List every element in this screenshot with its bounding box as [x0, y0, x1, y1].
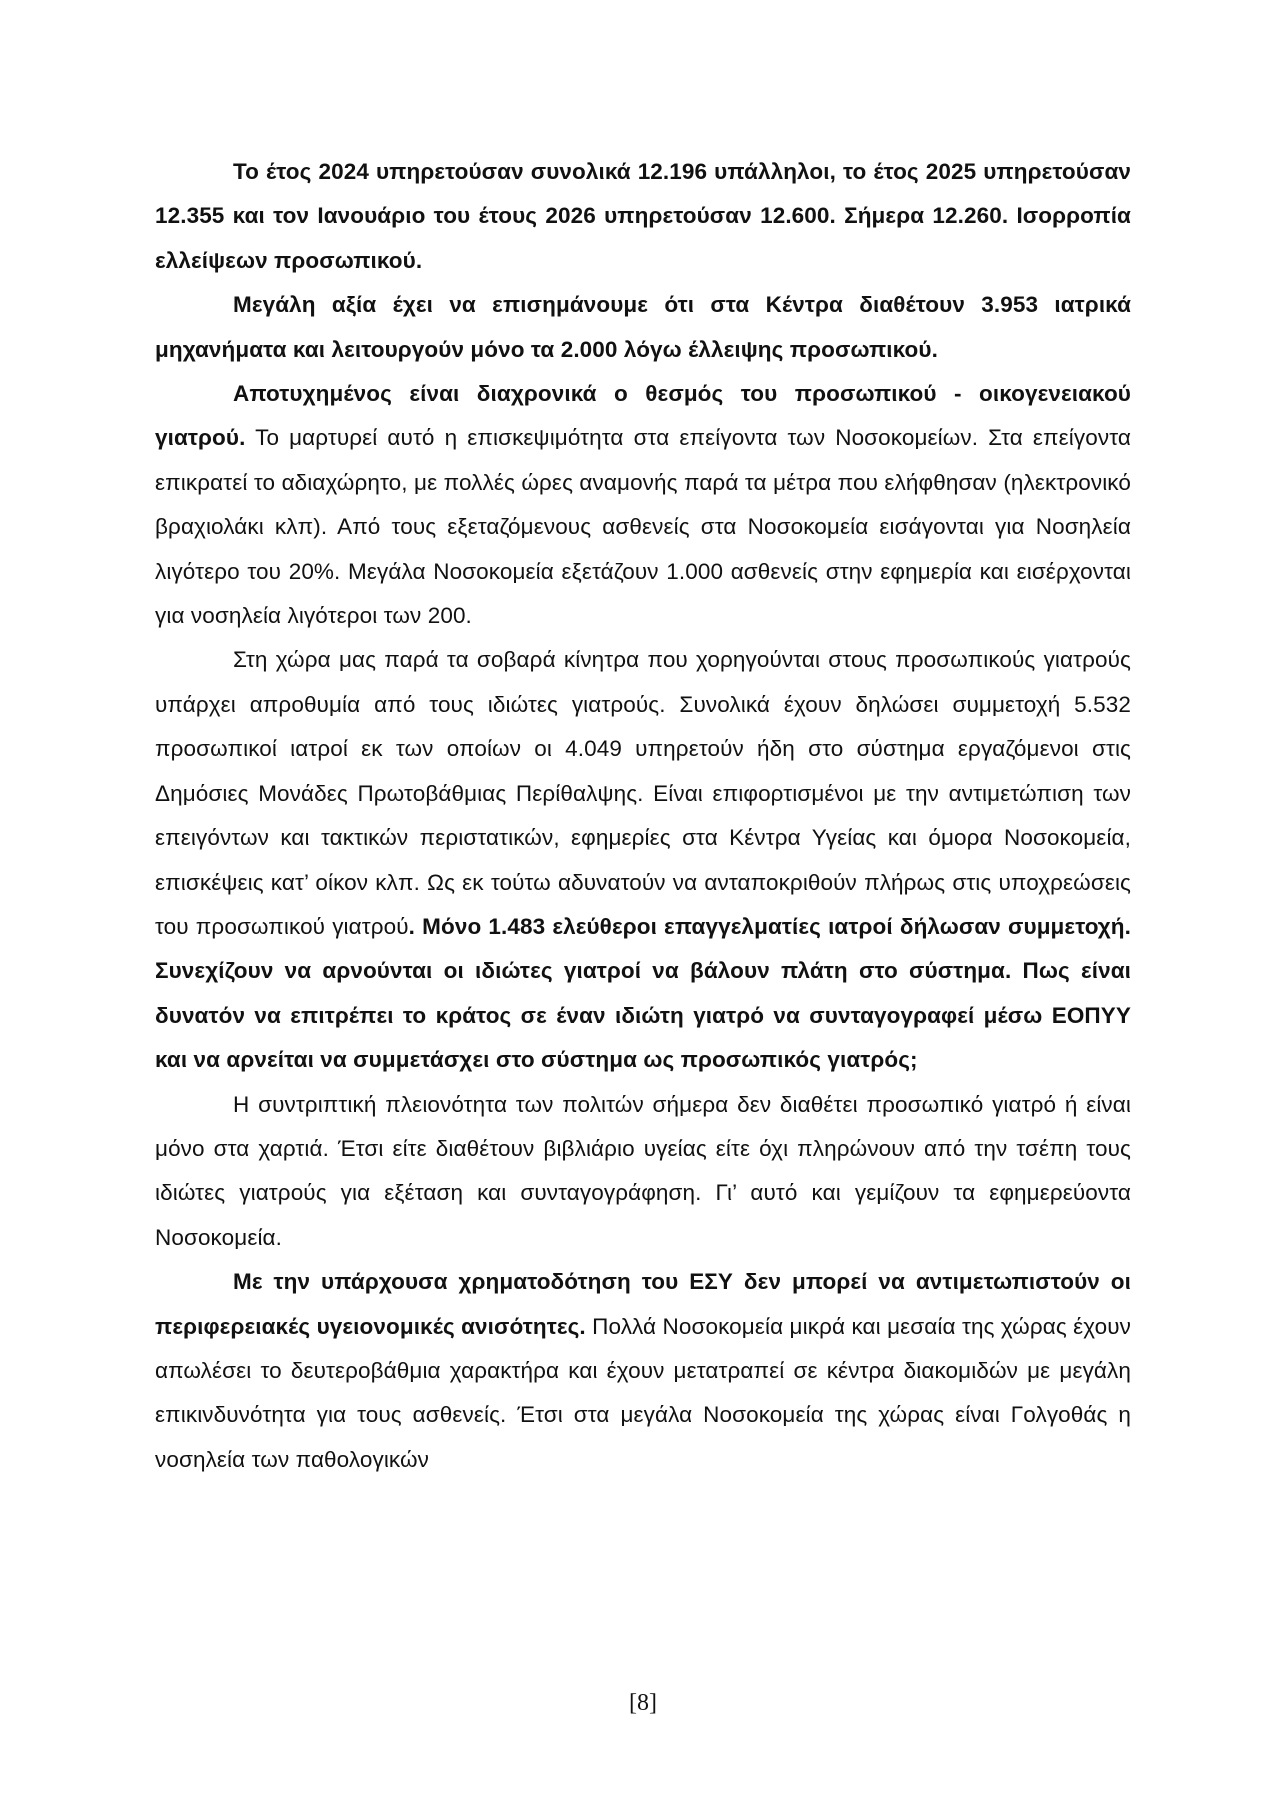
- paragraph-bold-lead: Αποτυχημένος είναι διαχρονικά ο θεσμός του προσωπικού - οικογενειακού γιατρού.: [155, 381, 1131, 451]
- paragraph-bold-lead: Με την υπάρχουσα χρηματοδότηση του ΕΣΥ δεν μπορεί να αντιμετωπιστούν οι περιφερειακές υγειονομικές ανισότητες.: [155, 1269, 1131, 1339]
- paragraph-funding: [155, 1260, 1131, 1482]
- paragraph-medical-equipment: [155, 283, 1131, 372]
- paragraph-text: Στη χώρα μας παρά τα σοβαρά κίνητρα που χορηγούνται στους προσωπικούς γιατρούς υπάρχει απροθυμία από τους ιδιώτες γιατρούς. Συνολικά έχουν δηλώσει συμμετοχή 5.532 προσωπικοί ιατροί εκ των οποίων οι 4.049 υπηρετούν ήδη στο σύστημα εργαζόμενοι στις Δημόσιες Μονάδες Πρωτοβάθμιας Περίθαλψης. Είναι επιφορτισμένοι με την αντιμετώπιση των επειγόντων και τακτικών περιστατικών, εφημερίες στα Κέντρα Υγείας και όμορα Νοσοκομεία, επισκέψεις κατ’ οίκον κλπ. Ως εκ τούτω αδυνατούν να ανταποκριθούν πλήρως στις υποχρεώσεις του προσωπικού γιατρού: [155, 647, 1131, 939]
- paragraph-text: Το μαρτυρεί αυτό η επισκεψιμότητα στα επείγοντα των Νοσοκομείων. Στα επείγοντα επικρατεί το αδιαχώρητο, με πολλές ώρες αναμονής παρά τα μέτρα που ελήφθησαν (ηλεκτρονικό βραχιολάκι κλπ). Από τους εξεταζόμενους ασθενείς στα Νοσοκομεία εισάγονται για Νοσηλεία λιγότερο του 20%. Μεγάλα Νοσοκομεία εξετάζουν 1.000 ασθενείς στην εφημερία και εισέρχονται για νοσηλεία λιγότεροι των 200.: [155, 425, 1131, 629]
- paragraph-citizens: [155, 1083, 1131, 1261]
- paragraph-staff-figures: [155, 150, 1131, 283]
- paragraph-private-doctors: [155, 638, 1131, 1082]
- paragraph-family-doctor: [155, 372, 1131, 638]
- document-page: [155, 150, 1131, 1482]
- page-number: [8]: [629, 1690, 657, 1716]
- paragraph-text: Η συντριπτική πλειονότητα των πολιτών σήμερα δεν διαθέτει προσωπικό γιατρό ή είναι μόνο στα χαρτιά. Έτσι είτε διαθέτουν βιβλιάριο υγείας είτε όχι πληρώνουν από την τσέπη τους ιδιώτες γιατρούς για εξέταση και συνταγογράφηση. Γι’ αυτό και γεμίζουν τα εφημερεύοντα Νοσοκομεία.: [155, 1091, 1131, 1250]
- paragraph-text: Πολλά Νοσοκομεία μικρά και μεσαία της χώρας έχουν απωλέσει το δευτεροβάθμια χαρακτήρα και έχουν μετατραπεί σε κέντρα διακομιδών με μεγάλη επικινδυνότητα για τους ασθενείς. Έτσι στα μεγάλα Νοσοκομεία της χώρας είναι Γολγοθάς η νοσηλεία των παθολογικών: [155, 1313, 1131, 1472]
- paragraph-bold-tail: . Μόνο 1.483 ελεύθεροι επαγγελματίες ιατροί δήλωσαν συμμετοχή. Συνεχίζουν να αρνούνται οι ιδιώτες γιατροί να βάλουν πλάτη στο σύστημα. Πως είναι δυνατόν να επιτρέπει το κράτος σε έναν ιδιώτη γιατρό να συνταγογραφεί μέσω ΕΟΠΥΥ και να αρνείται να συμμετάσχει στο σύστημα ως προσωπικός γιατρός;: [155, 913, 1132, 1073]
- paragraph-text: Το έτος 2024 υπηρετούσαν συνολικά 12.196 υπάλληλοι, το έτος 2025 υπηρετούσαν 12.355 και τον Ιανουάριο του έτους 2026 υπηρετούσαν 12.600. Σήμερα 12.260. Ισορροπία ελλείψεων προσωπικού.: [155, 159, 1131, 273]
- paragraph-text: Μεγάλη αξία έχει να επισημάνουμε ότι στα Κέντρα διαθέτουν 3.953 ιατρικά μηχανήματα και λειτουργούν μόνο τα 2.000 λόγω έλλειψης προσωπικού.: [155, 292, 1131, 362]
